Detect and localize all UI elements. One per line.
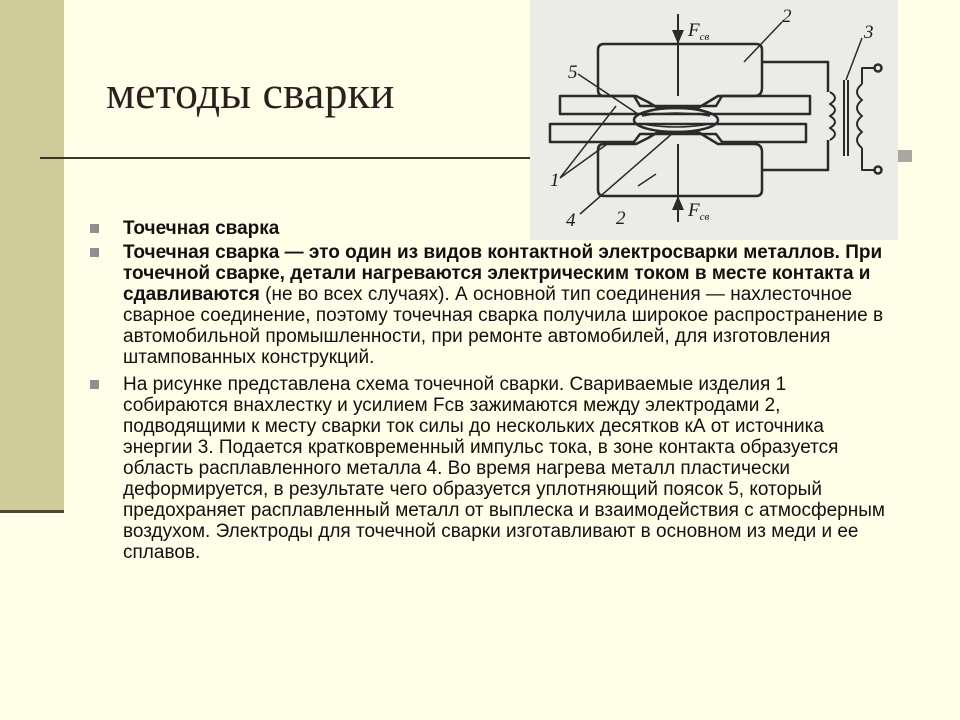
- label-2-top: 2: [782, 6, 792, 27]
- force-arrowhead-bottom: [672, 196, 684, 210]
- leader-3: [846, 38, 862, 80]
- label-4: 4: [566, 210, 576, 231]
- terminal-top: [875, 65, 882, 72]
- label-3: 3: [864, 22, 874, 43]
- title-underline: [40, 157, 540, 159]
- bullet-square-icon: [90, 248, 99, 257]
- bullet-1-text: Точечная сварка: [123, 218, 280, 239]
- force-label-top: $F_{св}$: [688, 20, 710, 43]
- bullet-2: [86, 242, 886, 368]
- force-arrowhead-top: [672, 30, 684, 44]
- bullet-2-bold-text: Точечная сварка — это один из видов контактной электросварки металлов. При точечной сварке, детали нагреваются электрическим током в месте контакта и сдавливаются: [123, 242, 883, 305]
- label-1: 1: [550, 170, 560, 191]
- terminal-bottom: [875, 167, 882, 174]
- force-label-bottom: $F_{св}$: [688, 200, 710, 223]
- slide-title: методы сварки: [106, 67, 395, 118]
- leader-5: [578, 74, 638, 114]
- bullet-3-text: На рисунке представлена схема точечной сварки. Свариваемые изделия 1 собираются внахлестку и усилием Fсв зажимаются между электродами 2, подводящими к месту сварки ток силы до нескольких десятков кА от источника энергии 3. Подается кратковременный импульс тока, в зоне контакта образуется область расплавленного металла 4. Во время нагрева металл пластически деформируется, в результате чего образуется уплотняющий поясок 5, который предохраняет расплавленный металл от выплеска и взаимодействия с атмосферным воздухом. Электроды для точечной сварки изготавливают в основном из меди и ее сплавов.: [123, 374, 885, 563]
- bullet-2-text: (не во всех случаях). А основной тип соединения — нахлесточное сварное соединение, поэтому точечная сварка получила широкое распространение в автомобильной промышленности, при ремонте автомобилей, для изготовления штампованных конструкций.: [123, 284, 884, 368]
- upper-sheet: [560, 96, 810, 114]
- label-5: 5: [568, 62, 578, 83]
- weld-nugget: [634, 108, 718, 132]
- transformer-core: [844, 80, 848, 156]
- upper-wire: [762, 62, 828, 92]
- left-accent-bar-edge: [0, 510, 64, 513]
- transformer-primary: [830, 92, 835, 140]
- bullet-3: [86, 374, 886, 563]
- upper-electrode: [598, 44, 762, 108]
- bullet-1: [86, 218, 886, 239]
- bullet-square-icon: [90, 224, 99, 233]
- label-2-bottom: 2: [616, 208, 626, 229]
- left-accent-bar: [0, 0, 64, 512]
- spot-welding-schematic: [530, 0, 898, 240]
- transformer-secondary: [857, 84, 862, 148]
- bullet-square-icon: [90, 380, 99, 389]
- leader-2-bottom: [638, 174, 656, 186]
- spot-welding-diagram: [530, 0, 898, 240]
- lower-wire: [762, 140, 828, 170]
- slide-body: [86, 218, 886, 567]
